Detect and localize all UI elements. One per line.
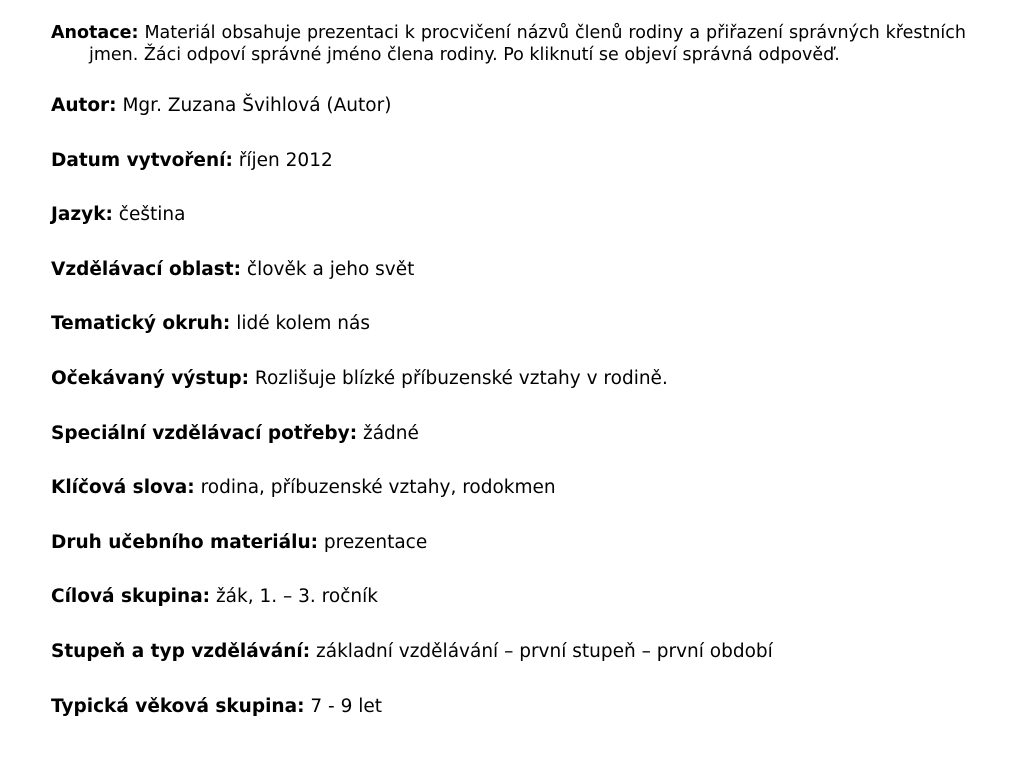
field-value: Mgr. Zuzana Švihlová (Autor) <box>122 95 392 116</box>
field-value: žák, 1. – 3. ročník <box>215 586 378 608</box>
field-label: Očekávaný výstup: <box>51 367 250 389</box>
field-creation-date <box>51 148 966 174</box>
field-education-level <box>51 639 966 665</box>
field-expected-outcome <box>51 366 966 392</box>
field-value: 7 - 9 let <box>310 695 383 717</box>
field-label: Tematický okruh: <box>51 313 231 335</box>
field-label: Speciální vzdělávací potřeby: <box>51 422 358 444</box>
field-value: základní vzdělávání – první stupeň – první období <box>316 640 773 662</box>
field-label: Typická věková skupina: <box>51 695 305 717</box>
field-value: čeština <box>118 204 186 226</box>
annotation-value: Materiál obsahuje prezentaci k procvičení názvů členů rodiny a přiřazení správných křestních jmen. Žáci odpoví správné jméno člena rodiny. Po kliknutí se objeví správná odpověď. <box>89 23 966 65</box>
field-value: žádné <box>363 422 419 444</box>
field-language <box>51 202 966 228</box>
field-label: Datum vytvoření: <box>51 149 233 171</box>
field-value: říjen 2012 <box>238 149 333 171</box>
field-thematic-area <box>51 311 966 337</box>
field-author <box>51 93 966 119</box>
field-keywords <box>51 475 966 501</box>
field-label: Jazyk: <box>51 204 113 226</box>
field-value: Rozlišuje blízké příbuzenské vztahy v rodině. <box>254 367 668 389</box>
field-value: prezentace <box>323 531 428 553</box>
field-label: Vzdělávací oblast: <box>51 258 242 280</box>
annotation-label: Anotace: <box>51 23 139 43</box>
field-value: člověk a jeho svět <box>246 258 415 280</box>
field-age-group <box>51 694 966 720</box>
field-educational-area <box>51 257 966 283</box>
annotation-field <box>51 22 966 66</box>
field-label: Autor: <box>51 95 117 116</box>
field-material-type <box>51 530 966 556</box>
field-special-needs <box>51 421 966 447</box>
field-value: lidé kolem nás <box>236 313 370 335</box>
field-label: Cílová skupina: <box>51 586 211 608</box>
field-label: Stupeň a typ vzdělávání: <box>51 640 311 662</box>
field-label: Druh učebního materiálu: <box>51 531 319 553</box>
field-value: rodina, příbuzenské vztahy, rodokmen <box>200 477 556 499</box>
field-label: Klíčová slova: <box>51 477 195 499</box>
field-target-group <box>51 584 966 610</box>
